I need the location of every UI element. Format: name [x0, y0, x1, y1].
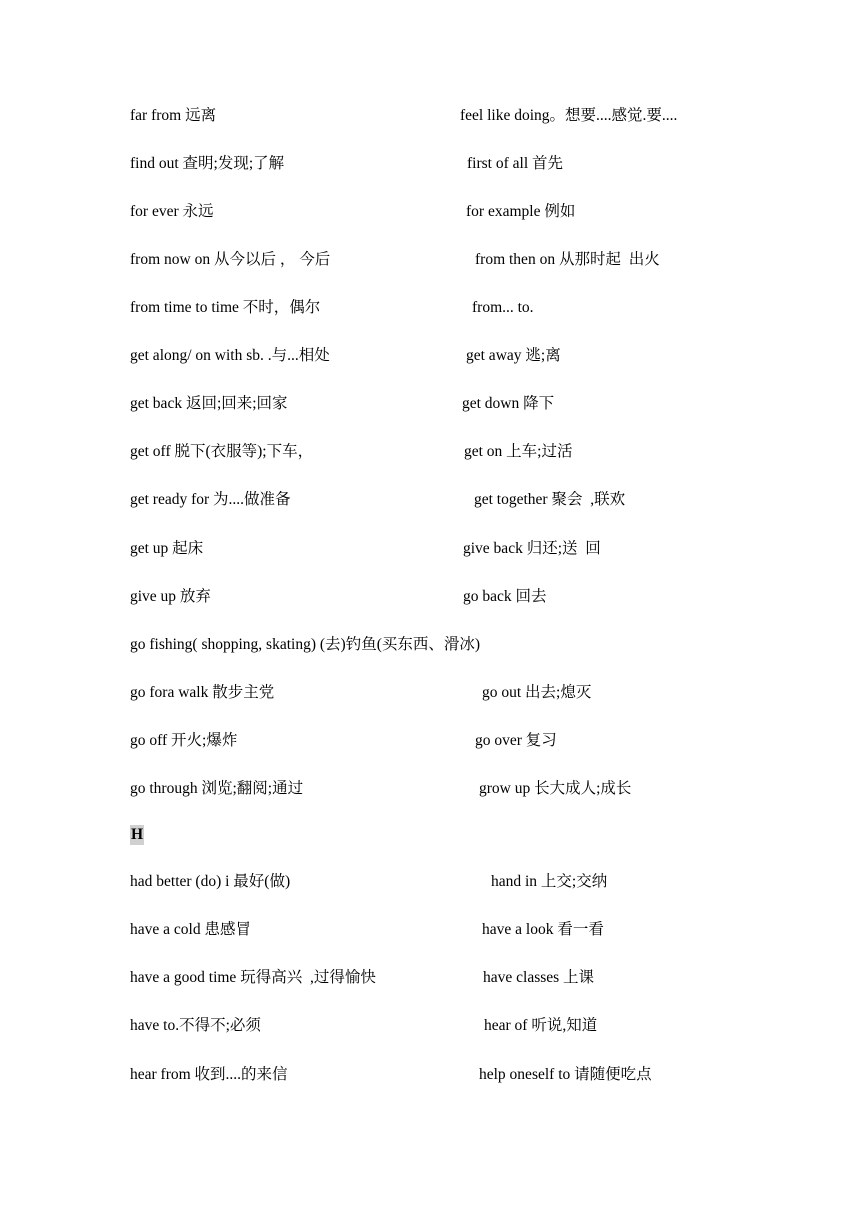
phrase-left: have a cold 患感冒: [130, 921, 251, 938]
phrase-left: find out 查明;发现;了解: [130, 155, 285, 172]
phrase-row: [0, 965, 860, 991]
phrase-right: give back 归还;送 回: [463, 540, 601, 557]
phrase-right: get away 逃;离: [466, 347, 561, 364]
phrase-row: [0, 776, 860, 802]
phrase-row: [0, 536, 860, 562]
phrase-right: go over 复习: [475, 732, 557, 749]
phrase-left: hear from 收到....的来信: [130, 1066, 288, 1083]
phrase-left: get ready for 为....做准备: [130, 491, 291, 508]
phrase-left: far from 远离: [130, 107, 217, 124]
phrase-left: had better (do) i 最好(做): [130, 873, 291, 890]
phrase-left: get off 脱下(衣服等);下车，: [130, 443, 314, 460]
phrase-right: go out 出去;熄灭: [482, 684, 592, 701]
phrase-row: [0, 728, 860, 754]
phrase-row: [0, 680, 860, 706]
phrase-row: [0, 439, 860, 465]
phrase-right: have classes 上课: [483, 969, 595, 986]
phrase-left: have a good time 玩得高兴 ,过得愉快: [130, 969, 376, 986]
phrase-left: go fora walk 散步主党: [130, 684, 275, 701]
phrase-right: go back 回去: [463, 588, 547, 605]
phrase-right: from... to.: [472, 299, 534, 316]
phrase-left: from time to time 不时，偶尔: [130, 299, 321, 316]
phrase-row: [0, 343, 860, 369]
phrase-left: go through 浏览;翻阅;通过: [130, 780, 304, 797]
phrase-row: [0, 632, 860, 658]
phrase-right: hand in 上交;交纳: [491, 873, 608, 890]
phrase-row: [0, 917, 860, 943]
phrase-row: [0, 247, 860, 273]
phrase-left: get up 起床: [130, 540, 204, 557]
phrase-left: give up 放弃: [130, 588, 211, 605]
phrase-right: have a look 看一看: [482, 921, 604, 938]
phrase-right: help oneself to 请随便吃点: [479, 1066, 652, 1083]
phrase-row: [0, 391, 860, 417]
phrase-row: [0, 295, 860, 321]
phrase-right: for example 例如: [466, 203, 576, 220]
phrase-right: from then on 从那时起 出火: [475, 251, 660, 268]
phrase-left: have to.不得不;必须: [130, 1017, 261, 1034]
phrase-row: [0, 487, 860, 513]
phrase-row: [0, 869, 860, 895]
phrase-left: from now on 从今以后 ， 今后: [130, 251, 331, 268]
phrase-row: [0, 103, 860, 129]
phrase-right: grow up 长大成人;成长: [479, 780, 632, 797]
section-heading: H: [131, 826, 144, 843]
phrase-row: [0, 584, 860, 610]
phrase-right: get down 降下: [462, 395, 555, 412]
phrase-row: [0, 1062, 860, 1088]
phrase-right: get together 聚会 ,联欢: [474, 491, 626, 508]
phrase-right: first of all 首先: [467, 155, 563, 172]
phrase-left: for ever 永远: [130, 203, 214, 220]
phrase-right: feel like doing。想要....感觉.要....: [460, 107, 678, 124]
phrase-right: hear of 听说,知道: [484, 1017, 598, 1034]
phrase-row: [0, 151, 860, 177]
phrase-left: go fishing( shopping, skating) (去)钓鱼(买东西、滑冰): [130, 636, 481, 653]
phrase-row: [0, 199, 860, 225]
phrase-left: get along/ on with sb. .与...相处: [130, 347, 330, 364]
phrase-left: go off 开火;爆炸: [130, 732, 238, 749]
phrase-row: [0, 1013, 860, 1039]
phrase-right: get on 上车;过活: [464, 443, 573, 460]
phrase-left: get back 返回;回来;回家: [130, 395, 288, 412]
